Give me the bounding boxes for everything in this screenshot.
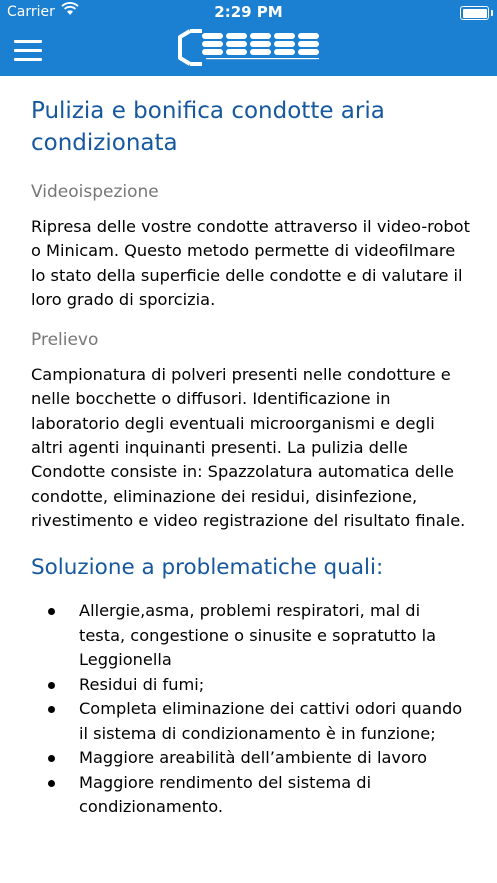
app-header	[0, 0, 497, 76]
main-content	[31, 95, 471, 820]
section-heading-videoispezione: Videoispezione	[31, 182, 159, 202]
page-title: Pulizia e bonifica condotte aria condizionata	[31, 98, 385, 156]
hamburger-menu-button[interactable]	[14, 40, 42, 62]
solutions-heading: Soluzione a problematiche quali:	[31, 555, 384, 581]
status-bar	[0, 0, 497, 26]
list-item: Maggiore rendimento del sistema di condizionamento.	[48, 771, 471, 820]
section-text-videoispezione: Ripresa delle vostre condotte attraverso il video-robot o Minicam. Questo metodo permette di videofilmare lo stato della superficie delle condotte e di valutare il loro grado di sporcizia.	[31, 217, 470, 309]
solutions-list	[31, 599, 471, 820]
section-heading-prelievo: Prelievo	[31, 330, 99, 351]
list-item: Maggiore areabilità dell’ambiente di lavoro	[48, 746, 471, 771]
list-item: Completa eliminazione dei cattivi odori quando il sistema di condizionamento è in funzione;	[48, 697, 471, 746]
carrier-label: Carrier	[7, 4, 55, 20]
list-item: Allergie,asma, problemi respiratori, mal di testa, congestione o sinusite e sopratutto la Leggionella	[48, 599, 471, 673]
cesan-logo	[176, 28, 321, 72]
battery-icon	[460, 6, 489, 20]
list-item: Residui di fumi;	[48, 673, 471, 698]
clock: 2:29 PM	[214, 3, 283, 21]
section-text-prelievo: Campionatura di polveri presenti nelle condotture e nelle bocchette o diffusori. Identificazione in laboratorio degli eventuali microorganismi e degli altri agenti inquinanti presenti. La pulizia delle Condotte consiste in: Spazzolatura automatica delle condotte, eliminazione dei residui, disinfezione, rivestimento e video registrazione del risultato finale.	[31, 365, 466, 530]
